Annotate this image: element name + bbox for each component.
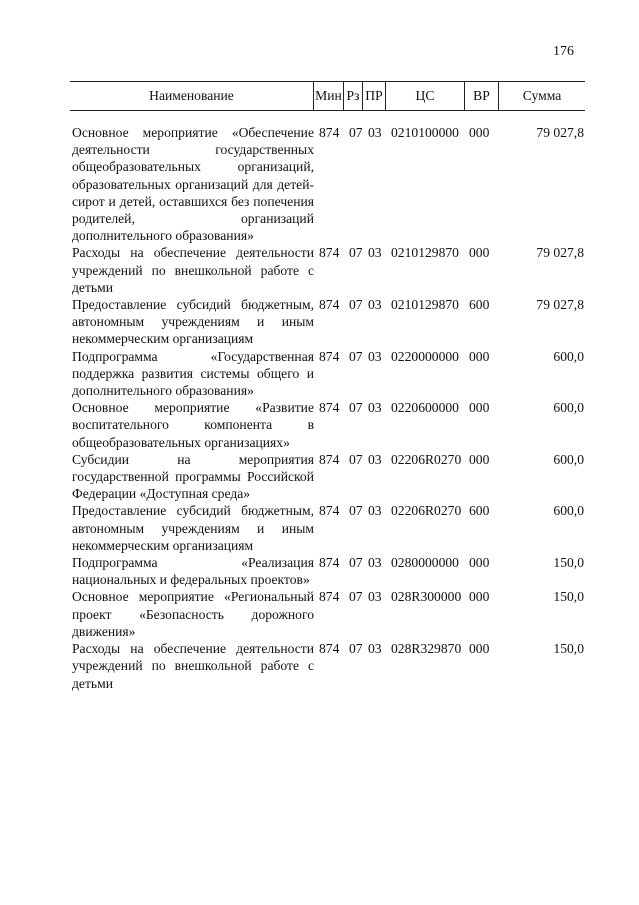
row-vr: 000 — [469, 125, 490, 140]
row-pr: 03 — [368, 503, 382, 519]
table-row — [72, 502, 584, 554]
table-row — [72, 348, 584, 400]
row-cs: 0220600000 — [391, 400, 459, 416]
row-sum: 79 027,8 — [536, 297, 584, 313]
row-name: Основное мероприятие «Региональный проект «Безопасность дорожного движения» — [72, 589, 314, 639]
row-name: Подпрограмма «Реализация национальных и федеральных проектов» — [72, 555, 314, 588]
row-vr: 000 — [469, 555, 490, 571]
row-pr: 03 — [368, 297, 382, 313]
table-row — [72, 244, 584, 296]
row-sum: 150,0 — [553, 589, 584, 605]
row-min: 874 — [319, 555, 340, 571]
row-vr: 000 — [469, 451, 490, 467]
header-pr: ПР — [362, 82, 385, 110]
row-min: 874 — [319, 589, 340, 605]
row-rz: 07 — [349, 503, 363, 519]
row-name: Основное мероприятие «Обеспечение деятельности государственных общеобразовательных организаций, образовательных организаций для детей-сирот и детей, оставшихся без попечения родителей, организаций дополнительного образования» — [72, 125, 314, 244]
table-row — [72, 124, 584, 244]
row-cs: 028R300000 — [391, 589, 462, 605]
row-cs: 028R329870 — [391, 641, 462, 657]
row-pr: 03 — [368, 451, 382, 467]
table-row — [72, 640, 584, 692]
row-cs: 0210129870 — [391, 245, 459, 261]
row-min: 874 — [319, 297, 340, 313]
row-sum: 79 027,8 — [536, 125, 584, 140]
row-vr: 000 — [469, 348, 490, 364]
row-sum: 600,0 — [553, 348, 584, 364]
row-sum: 150,0 — [553, 641, 584, 657]
table-row — [72, 451, 584, 503]
row-rz: 07 — [349, 641, 363, 657]
page-number: 176 — [553, 44, 574, 59]
header-vr: ВР — [464, 82, 498, 110]
row-pr: 03 — [368, 589, 382, 605]
header-cs: ЦС — [385, 82, 464, 110]
row-name: Расходы на обеспечение деятельности учреждений по внешкольной работе с детьми — [72, 245, 314, 295]
row-rz: 07 — [349, 297, 363, 313]
row-min: 874 — [319, 400, 340, 416]
row-min: 874 — [319, 641, 340, 657]
row-sum: 150,0 — [553, 555, 584, 571]
row-vr: 000 — [469, 641, 490, 657]
row-pr: 03 — [368, 641, 382, 657]
table-row — [72, 588, 584, 640]
row-pr: 03 — [368, 555, 382, 571]
row-sum: 79 027,8 — [536, 245, 584, 261]
row-sum: 600,0 — [553, 503, 584, 519]
table-body — [72, 124, 584, 692]
row-min: 874 — [319, 503, 340, 519]
row-rz: 07 — [349, 125, 363, 140]
row-vr: 000 — [469, 400, 490, 416]
table-row — [72, 554, 584, 588]
row-rz: 07 — [349, 589, 363, 605]
row-rz: 07 — [349, 555, 363, 571]
header-sum: Сумма — [498, 82, 585, 110]
row-cs: 0220000000 — [391, 348, 459, 364]
row-sum: 600,0 — [553, 451, 584, 467]
table-row — [72, 399, 584, 451]
row-min: 874 — [319, 348, 340, 364]
row-rz: 07 — [349, 348, 363, 364]
header-min: Мин — [313, 82, 343, 110]
row-name: Основное мероприятие «Развитие воспитательного компонента в общеобразовательных организациях» — [72, 400, 314, 450]
row-cs: 02206R0270 — [391, 503, 462, 519]
row-rz: 07 — [349, 451, 363, 467]
row-pr: 03 — [368, 400, 382, 416]
row-vr: 000 — [469, 245, 490, 261]
row-pr: 03 — [368, 245, 382, 261]
row-name: Предоставление субсидий бюджетным, автономным учреждениям и иным некоммерческим организациям — [72, 503, 314, 553]
row-vr: 000 — [469, 589, 490, 605]
row-vr: 600 — [469, 297, 490, 313]
header-rz: Рз — [343, 82, 362, 110]
row-cs: 02206R0270 — [391, 451, 462, 467]
row-rz: 07 — [349, 400, 363, 416]
row-pr: 03 — [368, 348, 382, 364]
table-row — [72, 296, 584, 348]
row-sum: 600,0 — [553, 400, 584, 416]
row-name: Субсидии на мероприятия государственной программы Российской Федерации «Доступная среда» — [72, 451, 314, 502]
row-min: 874 — [319, 125, 340, 140]
row-vr: 600 — [469, 503, 490, 519]
row-min: 874 — [319, 245, 340, 261]
row-cs: 0280000000 — [391, 555, 459, 571]
row-cs: 0210100000 — [391, 125, 459, 140]
row-rz: 07 — [349, 245, 363, 261]
row-min: 874 — [319, 451, 340, 467]
row-name: Предоставление субсидий бюджетным, автономным учреждениям и иным некоммерческим организациям — [72, 297, 314, 347]
row-name: Подпрограмма «Государственная поддержка развития системы общего и дополнительного образования» — [72, 348, 314, 399]
row-cs: 0210129870 — [391, 297, 459, 313]
table-header — [70, 81, 585, 111]
header-name: Наименование — [149, 88, 234, 104]
row-pr: 03 — [368, 125, 382, 140]
row-name: Расходы на обеспечение деятельности учреждений по внешкольной работе с детьми — [72, 641, 314, 691]
